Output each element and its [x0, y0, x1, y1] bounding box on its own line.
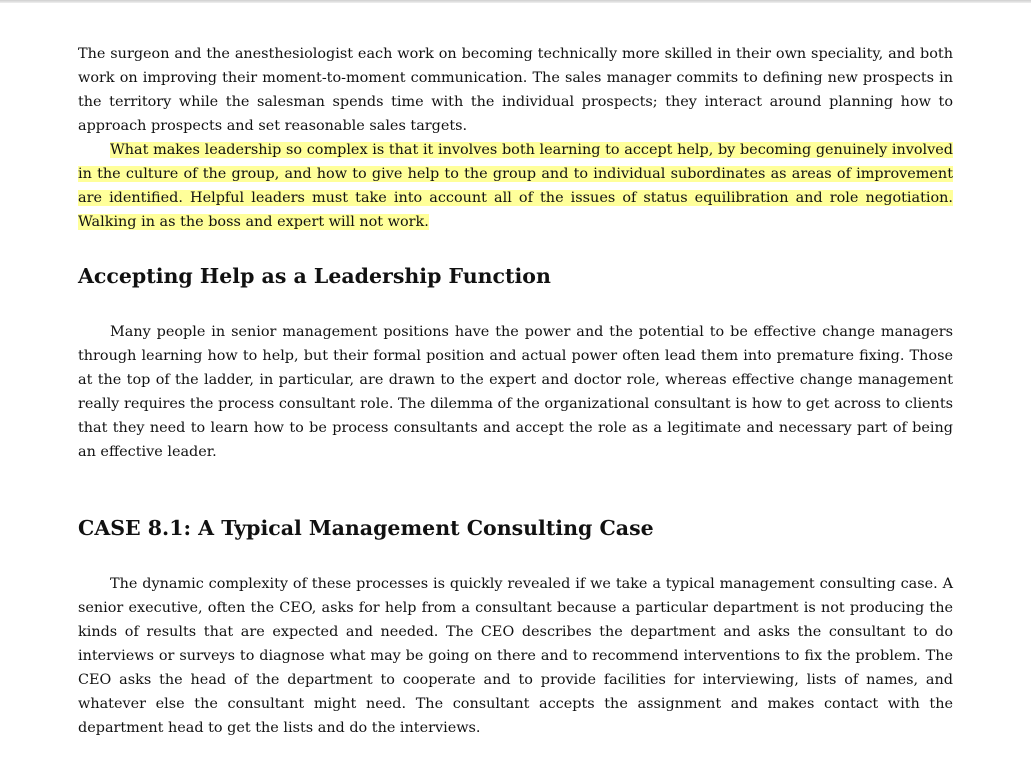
paragraph-surgeon-anesthesiologist: The surgeon and the anesthesiologist each work on becoming technically more skilled in their own speciality, and both work on improving their moment-to-moment communication. The sales manager commits to defining new prospects in the territory while the salesman spends time with the individual prospects; they interact around planning how to approach prospects and set reasonable sales targets.: [78, 46, 953, 134]
paragraph-senior-management: Many people in senior management positions have the power and the potential to be effective change managers through learning how to help, but their formal position and actual power often lead them into premature fixing. Those at the top of the ladder, in particular, are drawn to the expert and doctor role, whereas effective change management really requires the process consultant role. The dilemma of the organizational consultant is how to get across to clients that they need to learn how to be process consultants and accept the role as a legitimate and necessary part of being an effective leader.: [78, 324, 953, 460]
paragraph-dynamic-complexity: The dynamic complexity of these processes is quickly revealed if we take a typical management consulting case. A senior executive, often the CEO, asks for help from a consultant because a particular department is not producing the kinds of results that are expected and needed. The CEO describes the department and asks the consultant to do interviews or surveys to diagnose what may be going on there and to recommend interventions to fix the problem. The CEO asks the head of the department to cooperate and to provide facilities for interviewing, lists of names, and whatever else the consultant might need. The consultant accepts the assignment and makes contact with the department head to get the lists and do the interviews.: [78, 576, 953, 736]
section-heading-accepting-help: Accepting Help as a Leadership Function: [78, 264, 551, 288]
document-page: [78, 42, 953, 740]
section-heading-case-8-1: CASE 8.1: A Typical Management Consulting Case: [78, 516, 654, 540]
paragraph-leadership-complex: [78, 138, 953, 234]
window-top-edge: [0, 0, 1031, 3]
highlighted-text: What makes leadership so complex is that it involves both learning to accept help, by becoming genuinely involved in the culture of the group, and how to give help to the group and to individual subordinates as areas of improvement are identified. Helpful leaders must take into account all of the issues of status equilibration and role negotiation. Walking in as the boss and expert will not work.: [78, 142, 953, 230]
